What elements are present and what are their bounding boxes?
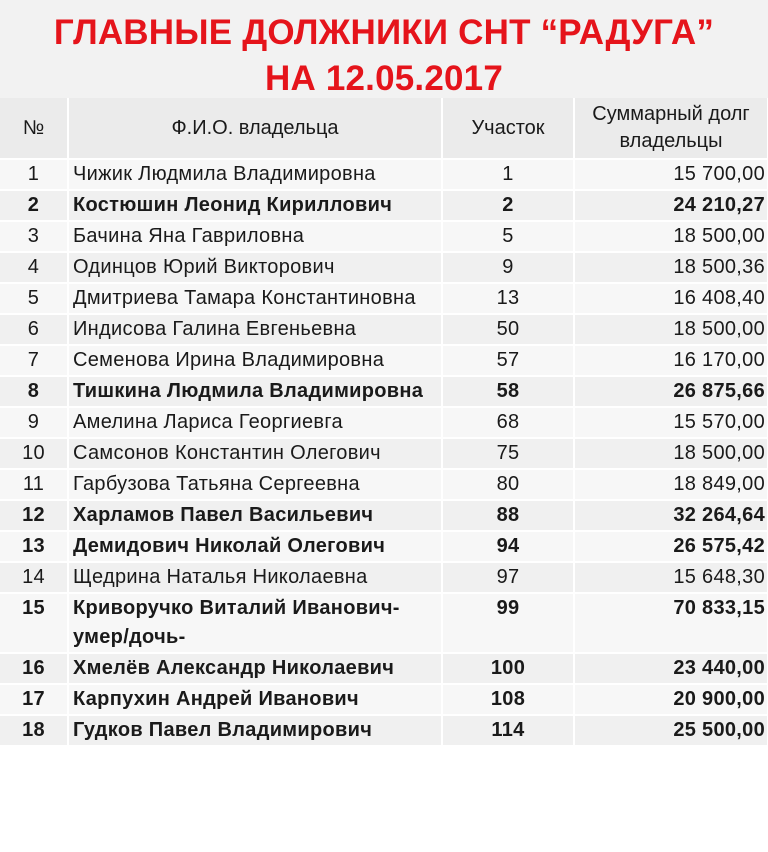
table-row (0, 500, 768, 531)
cell-num: 5 (0, 283, 68, 314)
table-row (0, 252, 768, 283)
cell-plot: 58 (442, 376, 574, 407)
debtors-table (0, 98, 768, 747)
cell-debt: 18 500,00 (574, 221, 768, 252)
table-row (0, 283, 768, 314)
table-row (0, 684, 768, 715)
table-row (0, 314, 768, 345)
column-header-debt: Суммарный долг владельцы (574, 98, 768, 159)
cell-debt: 32 264,64 (574, 500, 768, 531)
cell-debt: 15 700,00 (574, 159, 768, 190)
cell-plot: 68 (442, 407, 574, 438)
cell-debt: 25 500,00 (574, 715, 768, 746)
cell-name: Костюшин Леонид Кириллович (68, 190, 442, 221)
cell-num: 16 (0, 653, 68, 684)
cell-plot: 50 (442, 314, 574, 345)
cell-plot: 75 (442, 438, 574, 469)
table-row (0, 438, 768, 469)
table-row (0, 593, 768, 653)
cell-debt: 24 210,27 (574, 190, 768, 221)
cell-name: Криворучко Виталий Иванович- умер/дочь- (68, 593, 442, 653)
cell-name: Харламов Павел Васильевич (68, 500, 442, 531)
cell-name: Дмитриева Тамара Константиновна (68, 283, 442, 314)
page-title: ГЛАВНЫЕ ДОЛЖНИКИ СНТ “РАДУГА” (53, 13, 715, 52)
cell-plot: 13 (442, 283, 574, 314)
table-row (0, 190, 768, 221)
cell-num: 13 (0, 531, 68, 562)
cell-name: Бачина Яна Гавриловна (68, 221, 442, 252)
cell-num: 14 (0, 562, 68, 593)
cell-num: 18 (0, 715, 68, 746)
cell-name: Карпухин Андрей Иванович (68, 684, 442, 715)
cell-plot: 114 (442, 715, 574, 746)
cell-debt: 20 900,00 (574, 684, 768, 715)
table-body (0, 159, 768, 746)
title-block (0, 0, 768, 98)
cell-name: Чижик Людмила Владимировна (68, 159, 442, 190)
cell-name: Демидович Николай Олегович (68, 531, 442, 562)
cell-num: 4 (0, 252, 68, 283)
cell-plot: 2 (442, 190, 574, 221)
table-row (0, 562, 768, 593)
cell-debt: 15 570,00 (574, 407, 768, 438)
cell-name: Гудков Павел Владимирович (68, 715, 442, 746)
cell-name: Гарбузова Татьяна Сергеевна (68, 469, 442, 500)
cell-debt: 70 833,15 (574, 593, 768, 653)
cell-num: 17 (0, 684, 68, 715)
cell-plot: 57 (442, 345, 574, 376)
cell-plot: 100 (442, 653, 574, 684)
table-row (0, 221, 768, 252)
cell-debt: 18 500,00 (574, 438, 768, 469)
column-header-name: Ф.И.О. владельца (68, 98, 442, 159)
table-row (0, 715, 768, 746)
cell-debt: 16 408,40 (574, 283, 768, 314)
cell-num: 10 (0, 438, 68, 469)
table-row (0, 407, 768, 438)
cell-num: 12 (0, 500, 68, 531)
cell-num: 8 (0, 376, 68, 407)
column-header-plot: Участок (442, 98, 574, 159)
cell-num: 15 (0, 593, 68, 653)
cell-num: 9 (0, 407, 68, 438)
page-subtitle-date: НА 12.05.2017 (264, 59, 504, 98)
cell-num: 2 (0, 190, 68, 221)
table-row (0, 531, 768, 562)
cell-debt: 23 440,00 (574, 653, 768, 684)
cell-num: 3 (0, 221, 68, 252)
cell-plot: 1 (442, 159, 574, 190)
cell-debt: 18 849,00 (574, 469, 768, 500)
cell-debt: 26 875,66 (574, 376, 768, 407)
table-row (0, 345, 768, 376)
table-header-row (0, 98, 768, 159)
cell-name: Индисова Галина Евгеньевна (68, 314, 442, 345)
cell-debt: 18 500,00 (574, 314, 768, 345)
cell-name: Одинцов Юрий Викторович (68, 252, 442, 283)
cell-plot: 99 (442, 593, 574, 653)
cell-num: 1 (0, 159, 68, 190)
cell-num: 6 (0, 314, 68, 345)
cell-debt: 16 170,00 (574, 345, 768, 376)
cell-plot: 97 (442, 562, 574, 593)
cell-plot: 88 (442, 500, 574, 531)
cell-name: Самсонов Константин Олегович (68, 438, 442, 469)
cell-name: Тишкина Людмила Владимировна (68, 376, 442, 407)
cell-num: 11 (0, 469, 68, 500)
cell-plot: 94 (442, 531, 574, 562)
cell-debt: 18 500,36 (574, 252, 768, 283)
cell-name: Семенова Ирина Владимировна (68, 345, 442, 376)
cell-plot: 9 (442, 252, 574, 283)
cell-plot: 5 (442, 221, 574, 252)
cell-name: Хмелёв Александр Николаевич (68, 653, 442, 684)
cell-name: Амелина Лариса Георгиевга (68, 407, 442, 438)
table-row (0, 376, 768, 407)
cell-plot: 80 (442, 469, 574, 500)
cell-debt: 26 575,42 (574, 531, 768, 562)
cell-plot: 108 (442, 684, 574, 715)
cell-debt: 15 648,30 (574, 562, 768, 593)
table-row (0, 469, 768, 500)
table-row (0, 159, 768, 190)
column-header-num: № (0, 98, 68, 159)
cell-num: 7 (0, 345, 68, 376)
table-row (0, 653, 768, 684)
cell-name: Щедрина Наталья Николаевна (68, 562, 442, 593)
